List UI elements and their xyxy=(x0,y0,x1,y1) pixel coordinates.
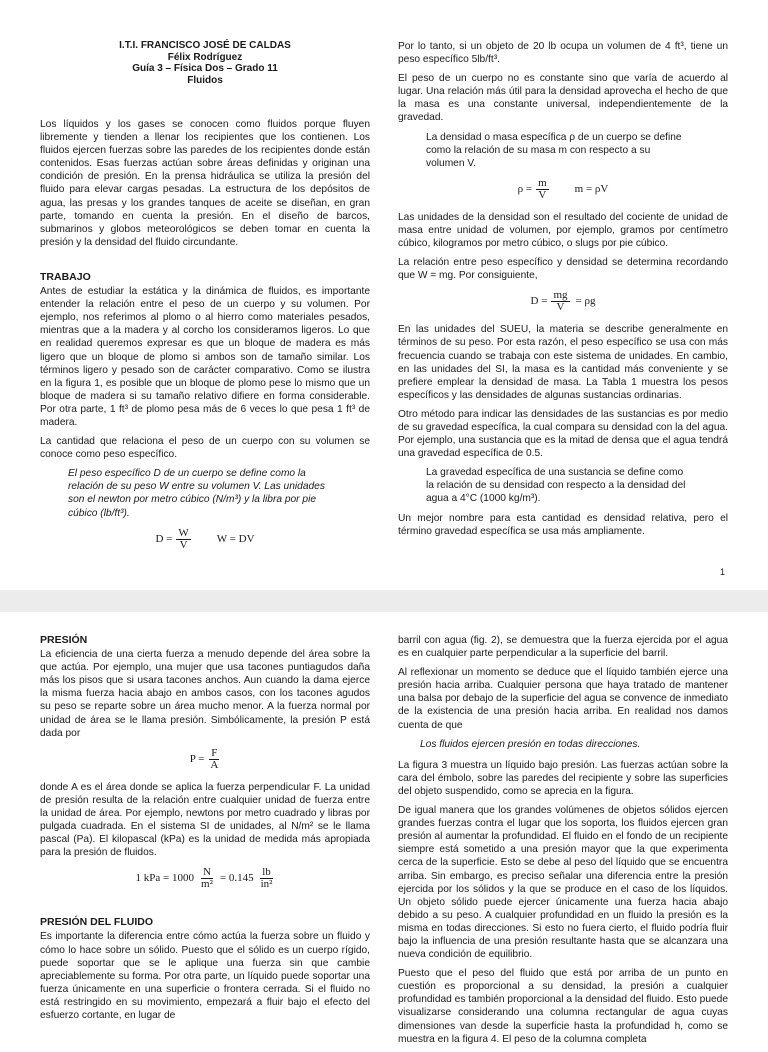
presion-paragraph-1: La eficiencia de una cierta fuerza a menudo depende del área sobre la que actúa. Por ejemplo, una mujer que usa tacones puntiagudos daña más los pisos que si usara tacones anchos. Aun cuando la dama ejerce la misma fuerza hacia abajo en ambos casos, con los tacones agudos su peso se reparte sobre un área mucho menor. A la fuerza normal por unidad de área se le llama presión. Simbólicamente, la presión P está dada por xyxy=(40,649,370,739)
weight-density-formula xyxy=(398,290,728,313)
section-title-trabajo: TRABAJO xyxy=(40,270,91,283)
author-name: Félix Rodríguez xyxy=(167,51,243,63)
right-paragraph-3: Las unidades de la densidad son el resultado del cociente de unidad de masa entre unidad de volumen, por ejemplo, gramos por centímetro cúbico, kilogramos por metro cúbico, o slugs por pie cúbico. xyxy=(398,211,728,250)
right2-paragraph-5: Puesto que el peso del fluido que está por arriba de un punto en cuestión es proporcional a su densidad, la presión a cualquier profundidad es también proporcional a la densidad del fluido. Esto puede visualizarse considerando una columna rectangular de agua cuyas dimensiones van desde la superficie hasta la profundidad h, como se muestra en la figura 4. El peso de la columna completa xyxy=(398,968,728,1045)
formula-lhs: D = xyxy=(155,532,173,545)
fluid-pressure-statement: Los fluidos ejercen presión en todas direcciones. xyxy=(420,738,641,750)
right-paragraph-4: La relación entre peso específico y densidad se determina recordando que W = mg. Por consiguiente, xyxy=(398,257,728,282)
fraction-numerator: N xyxy=(202,866,211,879)
formula-second: = ρg xyxy=(575,295,596,308)
right2-paragraph-1: barril con agua (fig. 2), se demuestra que la fuerza ejercida por el agua es en cualquier parte perpendicular a la superficie del barril. xyxy=(398,635,728,660)
trabajo-paragraph-2: La cantidad que relaciona el peso de un cuerpo con su volumen se conoce como peso específico. xyxy=(40,436,370,461)
right2-paragraph-2: Al reflexionar un momento se deduce que el líquido también ejerce una presión hacia arriba. Cualquier persona que haya tratado de mantener una balsa por debajo de la superficie del agua se convence de inmediato de la existencia de una presión hacia arriba. En realidad nos damos cuenta de que xyxy=(398,667,728,731)
right-paragraph-6: Otro método para indicar las densidades de las sustancias es por medio de su gravedad específica, la cual compara su densidad con la del agua. Por ejemplo, una sustancia que es la mitad de densa que el agua tendrá una gravedad específica de 0.5. xyxy=(398,408,728,460)
density-formula xyxy=(398,178,728,201)
fraction xyxy=(536,178,549,201)
fraction-numerator: W xyxy=(178,526,189,539)
formula-lhs: 1 kPa = 1000 xyxy=(135,872,195,885)
fraction-denominator: V xyxy=(538,188,547,201)
guide-title: Guía 3 – Física Dos – Grado 11 xyxy=(132,63,278,74)
kpa-conversion-formula xyxy=(40,867,370,890)
formula-second: m = ρV xyxy=(574,182,609,195)
topic-title: Fluidos xyxy=(187,74,223,86)
fraction-denominator: V xyxy=(556,301,565,314)
formula-lhs: P = xyxy=(189,752,205,765)
fraction-denominator: m² xyxy=(201,878,213,891)
school-name: I.T.I. FRANCISCO JOSÉ DE CALDAS xyxy=(119,40,291,51)
formula-lhs: D = xyxy=(530,295,548,308)
section-title-presion-fluido: PRESIÓN DEL FLUIDO xyxy=(40,916,153,929)
fraction-numerator: mg xyxy=(553,289,568,302)
presion-fluido-paragraph-1: Es importante la diferencia entre cómo actúa la fuerza sobre un fluido y cómo lo hace sobre un sólido. Puesto que el sólido es un cuerpo rígido, puede soportar que se le aplique una fuerza sin que cambie apreciablemente su forma. Por otra parte, un líquido puede soportar una fuerza únicamente en una superficie o frontera cerrada. Si el fluido no está restringido en su movimiento, empezará a fluir bajo el efecto del esfuerzo cortante, en lugar de xyxy=(40,931,370,1021)
right-paragraph-7: Un mejor nombre para esta cantidad es densidad relativa, pero el término gravedad específica se usa más ampliamente. xyxy=(398,512,728,537)
page-1-right-column xyxy=(398,40,728,544)
fraction-numerator: m xyxy=(538,176,547,189)
section-title-presion: PRESIÓN xyxy=(40,634,88,646)
formula-lhs: ρ = xyxy=(517,182,533,195)
fraction-numerator: F xyxy=(211,746,218,759)
fraction xyxy=(208,748,220,771)
page-2-left-column xyxy=(40,634,370,1028)
fraction-numerator: lb xyxy=(262,866,271,879)
right-paragraph-1: Por lo tanto, si un objeto de 20 lb ocupa un volumen de 4 ft³, tiene un peso específico 5lb/ft³. xyxy=(398,41,728,66)
trabajo-paragraph-1: Antes de estudiar la estática y la dinámica de fluidos, es importante entender la relación entre el peso de un cuerpo y su volumen. Por ejemplo, nos referimos al plomo o al hierro como materiales pesados, mientras que a la madera y al corcho los consideramos ligeros. Lo que en realidad queremos expresar es que un bloque de madera es más ligero que un bloque de plomo si ambos son de tamaño similar. Los términos ligero y pesado son de carácter comparativo. Como se ilustra en la figura 1, es posible que un bloque de plomo pese lo mismo que un bloque de madera si su tamaño relativo difiere en forma considerable. Por otra parte, 1 ft³ de plomo pesa más de 6 veces lo que pesa 1 ft³ de madera. xyxy=(40,286,370,428)
right-paragraph-2: El peso de un cuerpo no es constante sino que varía de acuerdo al lugar. Una relación más útil para la densidad aprovecha el hecho de que la masa es una constante universal, independientemente de la gravedad. xyxy=(398,73,728,124)
page-2 xyxy=(0,612,768,1045)
formula-second: W = DV xyxy=(216,532,255,545)
page-2-right-column xyxy=(398,634,728,1052)
page-1-left-column xyxy=(40,0,370,561)
density-definition: La densidad o masa específica ρ de un cuerpo se define como la relación de su masa m con respecto a su volumen V. xyxy=(426,131,682,169)
specific-gravity-definition: La gravedad específica de una sustancia se define como la relación de su densidad con respecto a la densidad del agua a 4°C (1000 kg/m³). xyxy=(426,467,686,505)
presion-paragraph-2: donde A es el área donde se aplica la fuerza perpendicular F. La unidad de presión resulta de la relación entre cualquier unidad de fuerza entre la unidad de área. Por ejemplo, newtons por metro cuadrado y libras por pulgada cuadrada. En el sistema SI de unidades, al N/m² se le llama pascal (Pa). El kilopascal (kPa) es la unidad de medida más apropiada para la presión de fluidos. xyxy=(40,781,370,859)
fraction xyxy=(259,867,275,890)
right-paragraph-5: En las unidades del SUEU, la materia se describe generalmente en términos de su peso. Por esta razón, el peso específico se usa con más frecuencia cuando se trabaja con este sistema de unidades. En cambio, en las unidades del SI, la masa es la cantidad más conveniente y se prefiere emplear la densidad de masa. La Tabla 1 muestra los pesos específicos y las densidades de algunas sustancias ordinarias. xyxy=(398,324,728,401)
intro-paragraph: Los líquidos y los gases se conocen como fluidos porque fluyen libremente y tienden a llenar los recipientes que los contienen. Los fluidos ejercen fuerzas sobre las paredes de los recipientes donde están contenidos. Esas fuerzas actúan sobre áreas definidas y originan una condición de presión. En la prensa hidráulica se utiliza la presión del fluido para elevar cargas pesadas. La estructura de los depósitos de agua, las presas y los grandes tanques de aceite se diseñan, en gran parte, tomando en cuenta la presión. En el diseño de barcos, submarinos y globos meteorológicos se deben tomar en cuenta la presión y la densidad del fluido circundante. xyxy=(40,119,370,248)
fraction-denominator: in² xyxy=(260,878,273,891)
pressure-formula xyxy=(40,748,370,771)
specific-weight-formula xyxy=(40,528,370,551)
right2-paragraph-4: De igual manera que los grandes volúmenes de objetos sólidos ejercen grandes fuerzas contra el lugar que los soporta, los fluidos ejercen gran presión al aumentar la profundidad. El fluido en el fondo de un recipiente siempre está sometido a una presión mayor que la que experimenta cerca de la superficie. Esto se debe al peso del líquido que se encuentra arriba. Sin embargo, es preciso señalar una diferencia entre la presión ejercida por los sólidos y la que se produce en el caso de los líquidos. Un objeto sólido puede ejercer únicamente una fuerza hacia abajo debido a su peso. A cualquier profundidad en un fluido la presión es la misma en todas direcciones. Si esto no fuera cierto, el fluido podría fluir bajo la influencia de una presión resultante hasta que se alcanzara una nueva condición de equilibrio. xyxy=(398,805,728,961)
fraction xyxy=(551,290,569,313)
fraction xyxy=(199,867,215,890)
right2-paragraph-3: La figura 3 muestra un líquido bajo presión. Las fuerzas actúan sobre la cara del émbolo, sobre las paredes del recipiente y sobre las superficies del objeto suspendido, como se aprecia en la figura. xyxy=(398,759,728,797)
fraction-denominator: V xyxy=(179,538,188,551)
fraction xyxy=(176,528,190,551)
page-gap xyxy=(0,590,768,612)
specific-weight-definition: El peso específico D de un cuerpo se define como la relación de su peso W entre su volumen V. Las unidades son el newton por metro cúbico (N/m³) y la libra por pie cúbico (lb/ft³). xyxy=(68,468,325,519)
page-number: 1 xyxy=(720,567,726,577)
fraction-denominator: A xyxy=(210,758,219,771)
document-header xyxy=(40,0,370,86)
formula-mid: = 0.145 xyxy=(219,872,254,885)
